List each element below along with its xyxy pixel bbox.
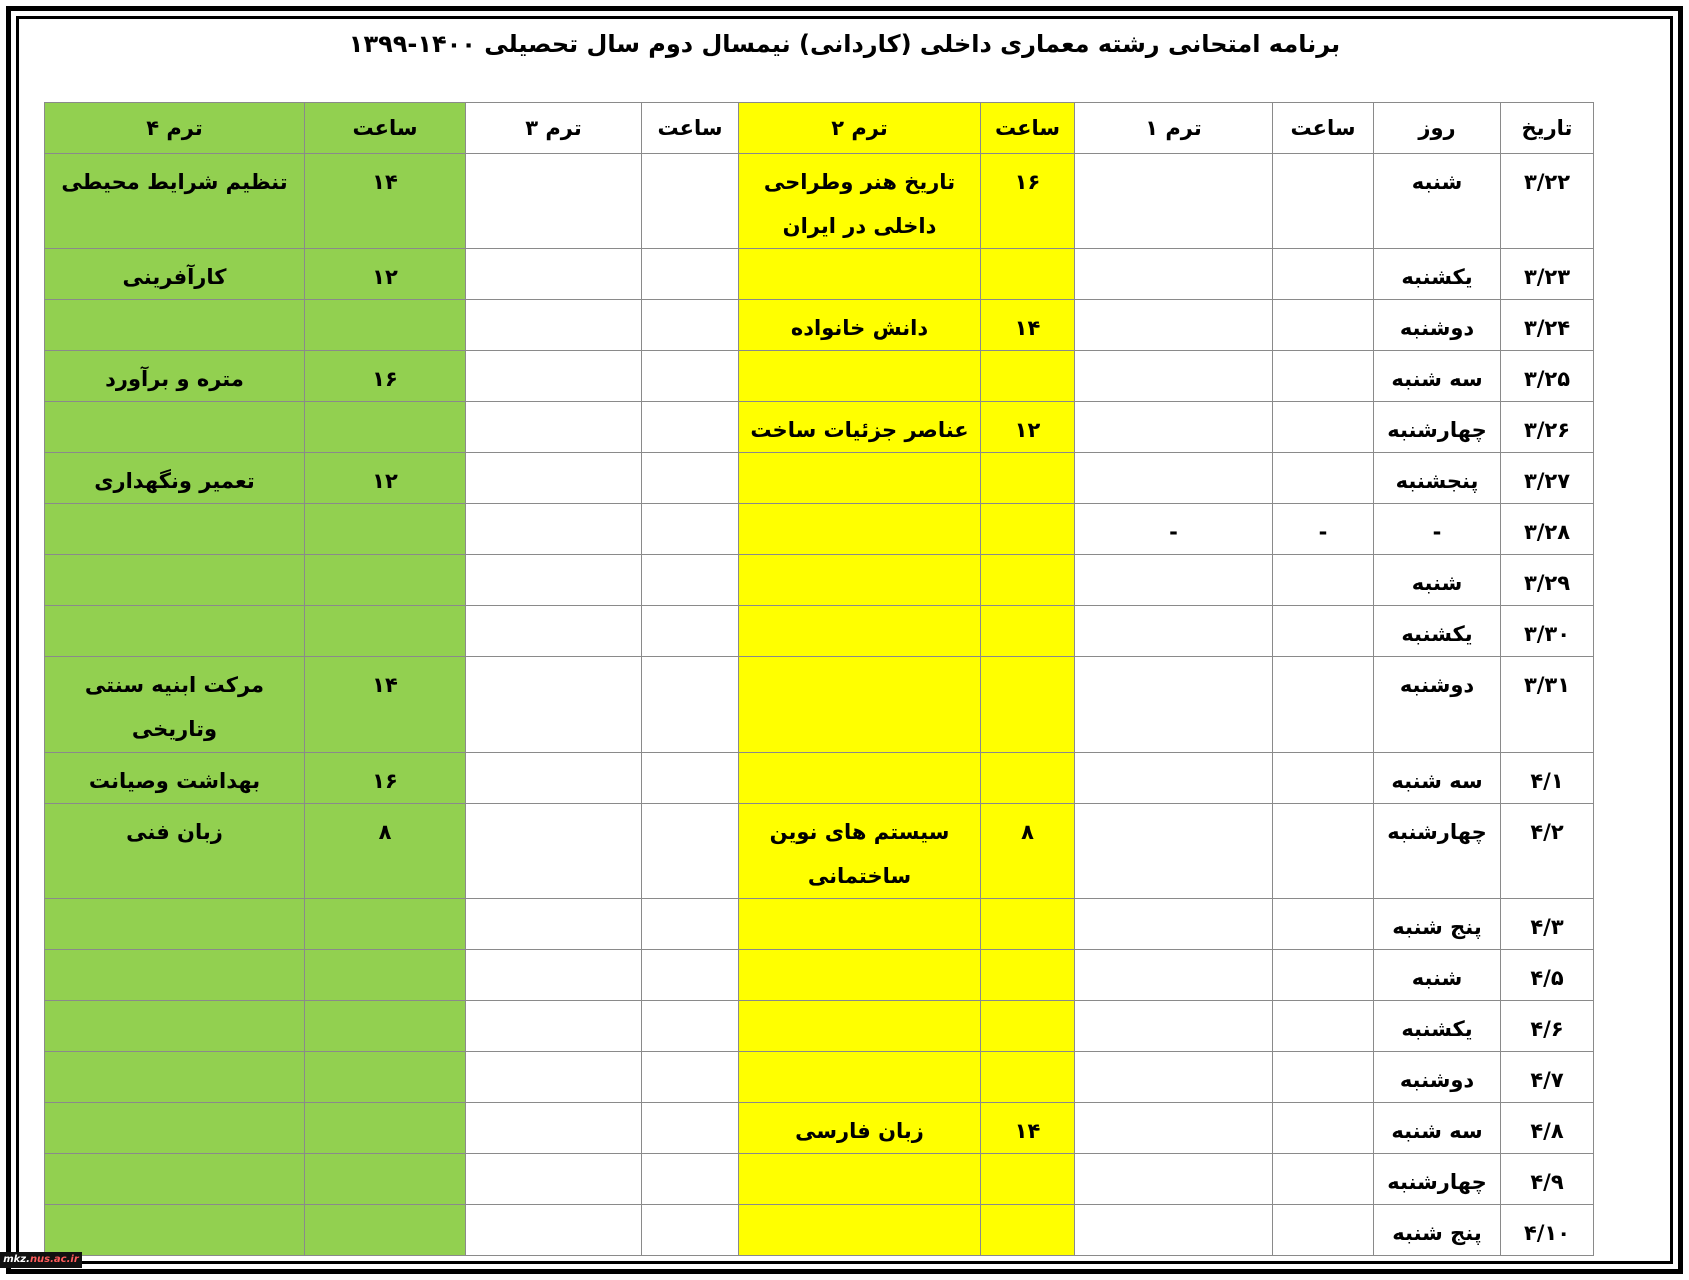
- cell-time-term1: [1273, 657, 1374, 753]
- cell-time-term2: ۱۴: [981, 1103, 1075, 1154]
- cell-day: یکشنبه: [1374, 1001, 1501, 1052]
- cell-term2: [739, 1052, 981, 1103]
- cell-term1: [1075, 351, 1273, 402]
- cell-term2: [739, 657, 981, 753]
- cell-term4: [45, 555, 305, 606]
- cell-date: ۳/۲۵: [1501, 351, 1594, 402]
- cell-time-term2: [981, 1154, 1075, 1205]
- cell-day: -: [1374, 504, 1501, 555]
- cell-term2: زبان فارسی: [739, 1103, 981, 1154]
- table-row: [45, 753, 1594, 804]
- cell-date: ۳/۲۹: [1501, 555, 1594, 606]
- table-row: [45, 1052, 1594, 1103]
- cell-day: دوشنبه: [1374, 657, 1501, 753]
- table-row: [45, 950, 1594, 1001]
- cell-time-term3: [642, 300, 739, 351]
- cell-term1: [1075, 1205, 1273, 1256]
- cell-time-term2: [981, 249, 1075, 300]
- cell-term4: [45, 402, 305, 453]
- cell-term3: [466, 402, 642, 453]
- cell-date: ۴/۲: [1501, 804, 1594, 899]
- cell-term1: [1075, 154, 1273, 249]
- cell-term2: [739, 899, 981, 950]
- cell-term1: [1075, 753, 1273, 804]
- header-time-term3: ساعت: [642, 103, 739, 154]
- cell-time-term3: [642, 249, 739, 300]
- table-row: [45, 899, 1594, 950]
- cell-term2: [739, 504, 981, 555]
- cell-time-term3: [642, 804, 739, 899]
- cell-time-term4: [305, 1052, 466, 1103]
- cell-term2: [739, 555, 981, 606]
- cell-term4: کارآفرینی: [45, 249, 305, 300]
- cell-term2: [739, 351, 981, 402]
- cell-time-term4: [305, 606, 466, 657]
- cell-time-term3: [642, 753, 739, 804]
- cell-term3: [466, 606, 642, 657]
- cell-time-term2: [981, 657, 1075, 753]
- cell-date: ۳/۲۳: [1501, 249, 1594, 300]
- cell-term3: [466, 950, 642, 1001]
- cell-term2: [739, 606, 981, 657]
- cell-time-term2: [981, 1001, 1075, 1052]
- cell-day: سه شنبه: [1374, 351, 1501, 402]
- cell-time-term3: [642, 1052, 739, 1103]
- cell-time-term4: ۱۴: [305, 154, 466, 249]
- cell-term1: [1075, 1154, 1273, 1205]
- cell-time-term2: [981, 504, 1075, 555]
- cell-time-term2: ۱۴: [981, 300, 1075, 351]
- cell-time-term1: [1273, 1052, 1374, 1103]
- cell-term2: [739, 1205, 981, 1256]
- cell-date: ۳/۳۱: [1501, 657, 1594, 753]
- header-term1: ترم ۱: [1075, 103, 1273, 154]
- cell-term2: [739, 453, 981, 504]
- cell-day: پنجشنبه: [1374, 453, 1501, 504]
- cell-date: ۳/۲۶: [1501, 402, 1594, 453]
- cell-time-term2: ۱۲: [981, 402, 1075, 453]
- cell-term1: [1075, 804, 1273, 899]
- cell-term4: [45, 606, 305, 657]
- cell-time-term1: [1273, 606, 1374, 657]
- cell-term2: [739, 753, 981, 804]
- table-row: [45, 804, 1594, 899]
- cell-term3: [466, 1052, 642, 1103]
- cell-date: ۳/۲۸: [1501, 504, 1594, 555]
- cell-day: شنبه: [1374, 555, 1501, 606]
- cell-term1: [1075, 402, 1273, 453]
- table-row: [45, 402, 1594, 453]
- cell-day: سه شنبه: [1374, 753, 1501, 804]
- cell-day: یکشنبه: [1374, 249, 1501, 300]
- cell-day: شنبه: [1374, 154, 1501, 249]
- cell-term4: [45, 1052, 305, 1103]
- cell-day: دوشنبه: [1374, 1052, 1501, 1103]
- table-row: [45, 351, 1594, 402]
- cell-term1: [1075, 555, 1273, 606]
- cell-term4: [45, 504, 305, 555]
- cell-time-term4: ۱۴: [305, 657, 466, 753]
- cell-term4: مرکت ابنیه سنتی وتاریخی: [45, 657, 305, 753]
- cell-term1: [1075, 1103, 1273, 1154]
- cell-time-term4: ۱۶: [305, 753, 466, 804]
- cell-time-term3: [642, 555, 739, 606]
- cell-date: ۴/۶: [1501, 1001, 1594, 1052]
- cell-time-term2: [981, 1052, 1075, 1103]
- cell-time-term3: [642, 154, 739, 249]
- watermark-domain: nus.ac.ir: [29, 1254, 79, 1265]
- cell-term1: [1075, 950, 1273, 1001]
- cell-date: ۴/۵: [1501, 950, 1594, 1001]
- cell-term1: -: [1075, 504, 1273, 555]
- cell-date: ۴/۹: [1501, 1154, 1594, 1205]
- cell-time-term2: ۸: [981, 804, 1075, 899]
- table-row: [45, 154, 1594, 249]
- header-day: روز: [1374, 103, 1501, 154]
- cell-term4: [45, 950, 305, 1001]
- cell-time-term3: [642, 1205, 739, 1256]
- cell-time-term4: [305, 1001, 466, 1052]
- cell-term3: [466, 753, 642, 804]
- cell-term3: [466, 1154, 642, 1205]
- cell-term4: [45, 899, 305, 950]
- cell-time-term3: [642, 402, 739, 453]
- cell-time-term4: [305, 555, 466, 606]
- cell-term2: [739, 249, 981, 300]
- cell-term3: [466, 249, 642, 300]
- cell-date: ۴/۱۰: [1501, 1205, 1594, 1256]
- header-time-term1: ساعت: [1273, 103, 1374, 154]
- cell-term1: [1075, 249, 1273, 300]
- cell-term3: [466, 453, 642, 504]
- cell-time-term1: -: [1273, 504, 1374, 555]
- table-row: [45, 300, 1594, 351]
- cell-term2: سیستم هاى نوین ساختمانی: [739, 804, 981, 899]
- cell-term2: [739, 1154, 981, 1205]
- cell-term1: [1075, 606, 1273, 657]
- cell-time-term1: [1273, 453, 1374, 504]
- cell-term1: [1075, 1001, 1273, 1052]
- cell-time-term2: ۱۶: [981, 154, 1075, 249]
- cell-time-term2: [981, 899, 1075, 950]
- cell-time-term4: [305, 950, 466, 1001]
- cell-date: ۳/۳۰: [1501, 606, 1594, 657]
- cell-time-term1: [1273, 300, 1374, 351]
- cell-time-term1: [1273, 402, 1374, 453]
- header-time-term4: ساعت: [305, 103, 466, 154]
- cell-term4: [45, 1205, 305, 1256]
- cell-time-term1: [1273, 950, 1374, 1001]
- table-row: [45, 1205, 1594, 1256]
- cell-day: پنج شنبه: [1374, 1205, 1501, 1256]
- table-row: [45, 1154, 1594, 1205]
- table-row: [45, 657, 1594, 753]
- cell-time-term3: [642, 453, 739, 504]
- cell-term3: [466, 657, 642, 753]
- cell-time-term2: [981, 351, 1075, 402]
- cell-time-term1: [1273, 804, 1374, 899]
- cell-time-term1: [1273, 249, 1374, 300]
- cell-date: ۳/۲۲: [1501, 154, 1594, 249]
- cell-time-term2: [981, 555, 1075, 606]
- cell-term4: [45, 300, 305, 351]
- cell-term4: [45, 1154, 305, 1205]
- header-term4: ترم ۴: [45, 103, 305, 154]
- cell-date: ۳/۲۴: [1501, 300, 1594, 351]
- cell-time-term3: [642, 950, 739, 1001]
- cell-time-term4: [305, 899, 466, 950]
- cell-term3: [466, 1001, 642, 1052]
- table-row: [45, 606, 1594, 657]
- cell-time-term1: [1273, 1154, 1374, 1205]
- cell-term2: تاریخ هنر وطراحی داخلی در ایران: [739, 154, 981, 249]
- cell-term3: [466, 351, 642, 402]
- page-title: برنامه امتحانی رشته معماری داخلی (کاردانی) نیمسال دوم سال تحصیلی ۱۴۰۰-۱۳۹۹: [348, 30, 1341, 58]
- cell-term1: [1075, 300, 1273, 351]
- cell-date: ۳/۲۷: [1501, 453, 1594, 504]
- cell-time-term4: ۸: [305, 804, 466, 899]
- cell-time-term4: ۱۲: [305, 249, 466, 300]
- cell-time-term1: [1273, 555, 1374, 606]
- cell-term2: عناصر جزئیات ساخت: [739, 402, 981, 453]
- cell-term1: [1075, 453, 1273, 504]
- cell-term3: [466, 804, 642, 899]
- cell-term4: زبان فنی: [45, 804, 305, 899]
- cell-time-term1: [1273, 753, 1374, 804]
- cell-time-term2: [981, 950, 1075, 1001]
- cell-date: ۴/۱: [1501, 753, 1594, 804]
- cell-day: چهارشنبه: [1374, 402, 1501, 453]
- cell-time-term1: [1273, 1001, 1374, 1052]
- cell-time-term2: [981, 606, 1075, 657]
- cell-time-term4: [305, 1154, 466, 1205]
- header-date: تاریخ: [1501, 103, 1594, 154]
- cell-time-term3: [642, 504, 739, 555]
- cell-time-term3: [642, 899, 739, 950]
- cell-time-term2: [981, 753, 1075, 804]
- cell-day: شنبه: [1374, 950, 1501, 1001]
- cell-time-term4: [305, 1205, 466, 1256]
- cell-term2: دانش خانواده: [739, 300, 981, 351]
- cell-term3: [466, 899, 642, 950]
- cell-time-term3: [642, 1001, 739, 1052]
- cell-term3: [466, 1103, 642, 1154]
- table-row: [45, 453, 1594, 504]
- table-row: [45, 555, 1594, 606]
- cell-term4: [45, 1103, 305, 1154]
- cell-time-term3: [642, 351, 739, 402]
- cell-time-term4: ۱۶: [305, 351, 466, 402]
- cell-term3: [466, 154, 642, 249]
- cell-time-term4: ۱۲: [305, 453, 466, 504]
- cell-term4: تنظیم شرایط محیطی: [45, 154, 305, 249]
- table-row: [45, 249, 1594, 300]
- cell-day: سه شنبه: [1374, 1103, 1501, 1154]
- cell-time-term1: [1273, 154, 1374, 249]
- cell-term1: [1075, 899, 1273, 950]
- cell-term4: متره و برآورد: [45, 351, 305, 402]
- cell-time-term2: [981, 1205, 1075, 1256]
- cell-term3: [466, 1205, 642, 1256]
- cell-time-term1: [1273, 899, 1374, 950]
- table-row: [45, 1103, 1594, 1154]
- table-row: [45, 1001, 1594, 1052]
- exam-schedule-table: [44, 102, 1594, 1256]
- cell-term3: [466, 555, 642, 606]
- cell-term3: [466, 300, 642, 351]
- cell-date: ۴/۷: [1501, 1052, 1594, 1103]
- cell-time-term1: [1273, 1205, 1374, 1256]
- header-row: [45, 103, 1594, 154]
- cell-time-term2: [981, 453, 1075, 504]
- cell-term4: [45, 1001, 305, 1052]
- header-term3: ترم ۳: [466, 103, 642, 154]
- cell-date: ۴/۸: [1501, 1103, 1594, 1154]
- cell-term2: [739, 950, 981, 1001]
- cell-term2: [739, 1001, 981, 1052]
- cell-date: ۴/۳: [1501, 899, 1594, 950]
- cell-day: یکشنبه: [1374, 606, 1501, 657]
- cell-term1: [1075, 657, 1273, 753]
- cell-day: چهارشنبه: [1374, 1154, 1501, 1205]
- cell-day: پنج شنبه: [1374, 899, 1501, 950]
- header-term2: ترم ۲: [739, 103, 981, 154]
- cell-time-term3: [642, 1103, 739, 1154]
- header-time-term2: ساعت: [981, 103, 1075, 154]
- site-watermark: [0, 1252, 82, 1268]
- watermark-prefix: mkz.: [3, 1254, 30, 1265]
- schedule-body: [45, 154, 1594, 1256]
- cell-term4: بهداشت وصیانت: [45, 753, 305, 804]
- cell-term3: [466, 504, 642, 555]
- cell-term1: [1075, 1052, 1273, 1103]
- cell-time-term3: [642, 1154, 739, 1205]
- cell-time-term4: [305, 504, 466, 555]
- cell-day: چهارشنبه: [1374, 804, 1501, 899]
- cell-time-term4: [305, 300, 466, 351]
- cell-time-term3: [642, 606, 739, 657]
- cell-term4: تعمیر ونگهداری: [45, 453, 305, 504]
- cell-time-term4: [305, 1103, 466, 1154]
- cell-time-term1: [1273, 1103, 1374, 1154]
- cell-time-term4: [305, 402, 466, 453]
- cell-time-term3: [642, 657, 739, 753]
- table-row: [45, 504, 1594, 555]
- cell-time-term1: [1273, 351, 1374, 402]
- cell-day: دوشنبه: [1374, 300, 1501, 351]
